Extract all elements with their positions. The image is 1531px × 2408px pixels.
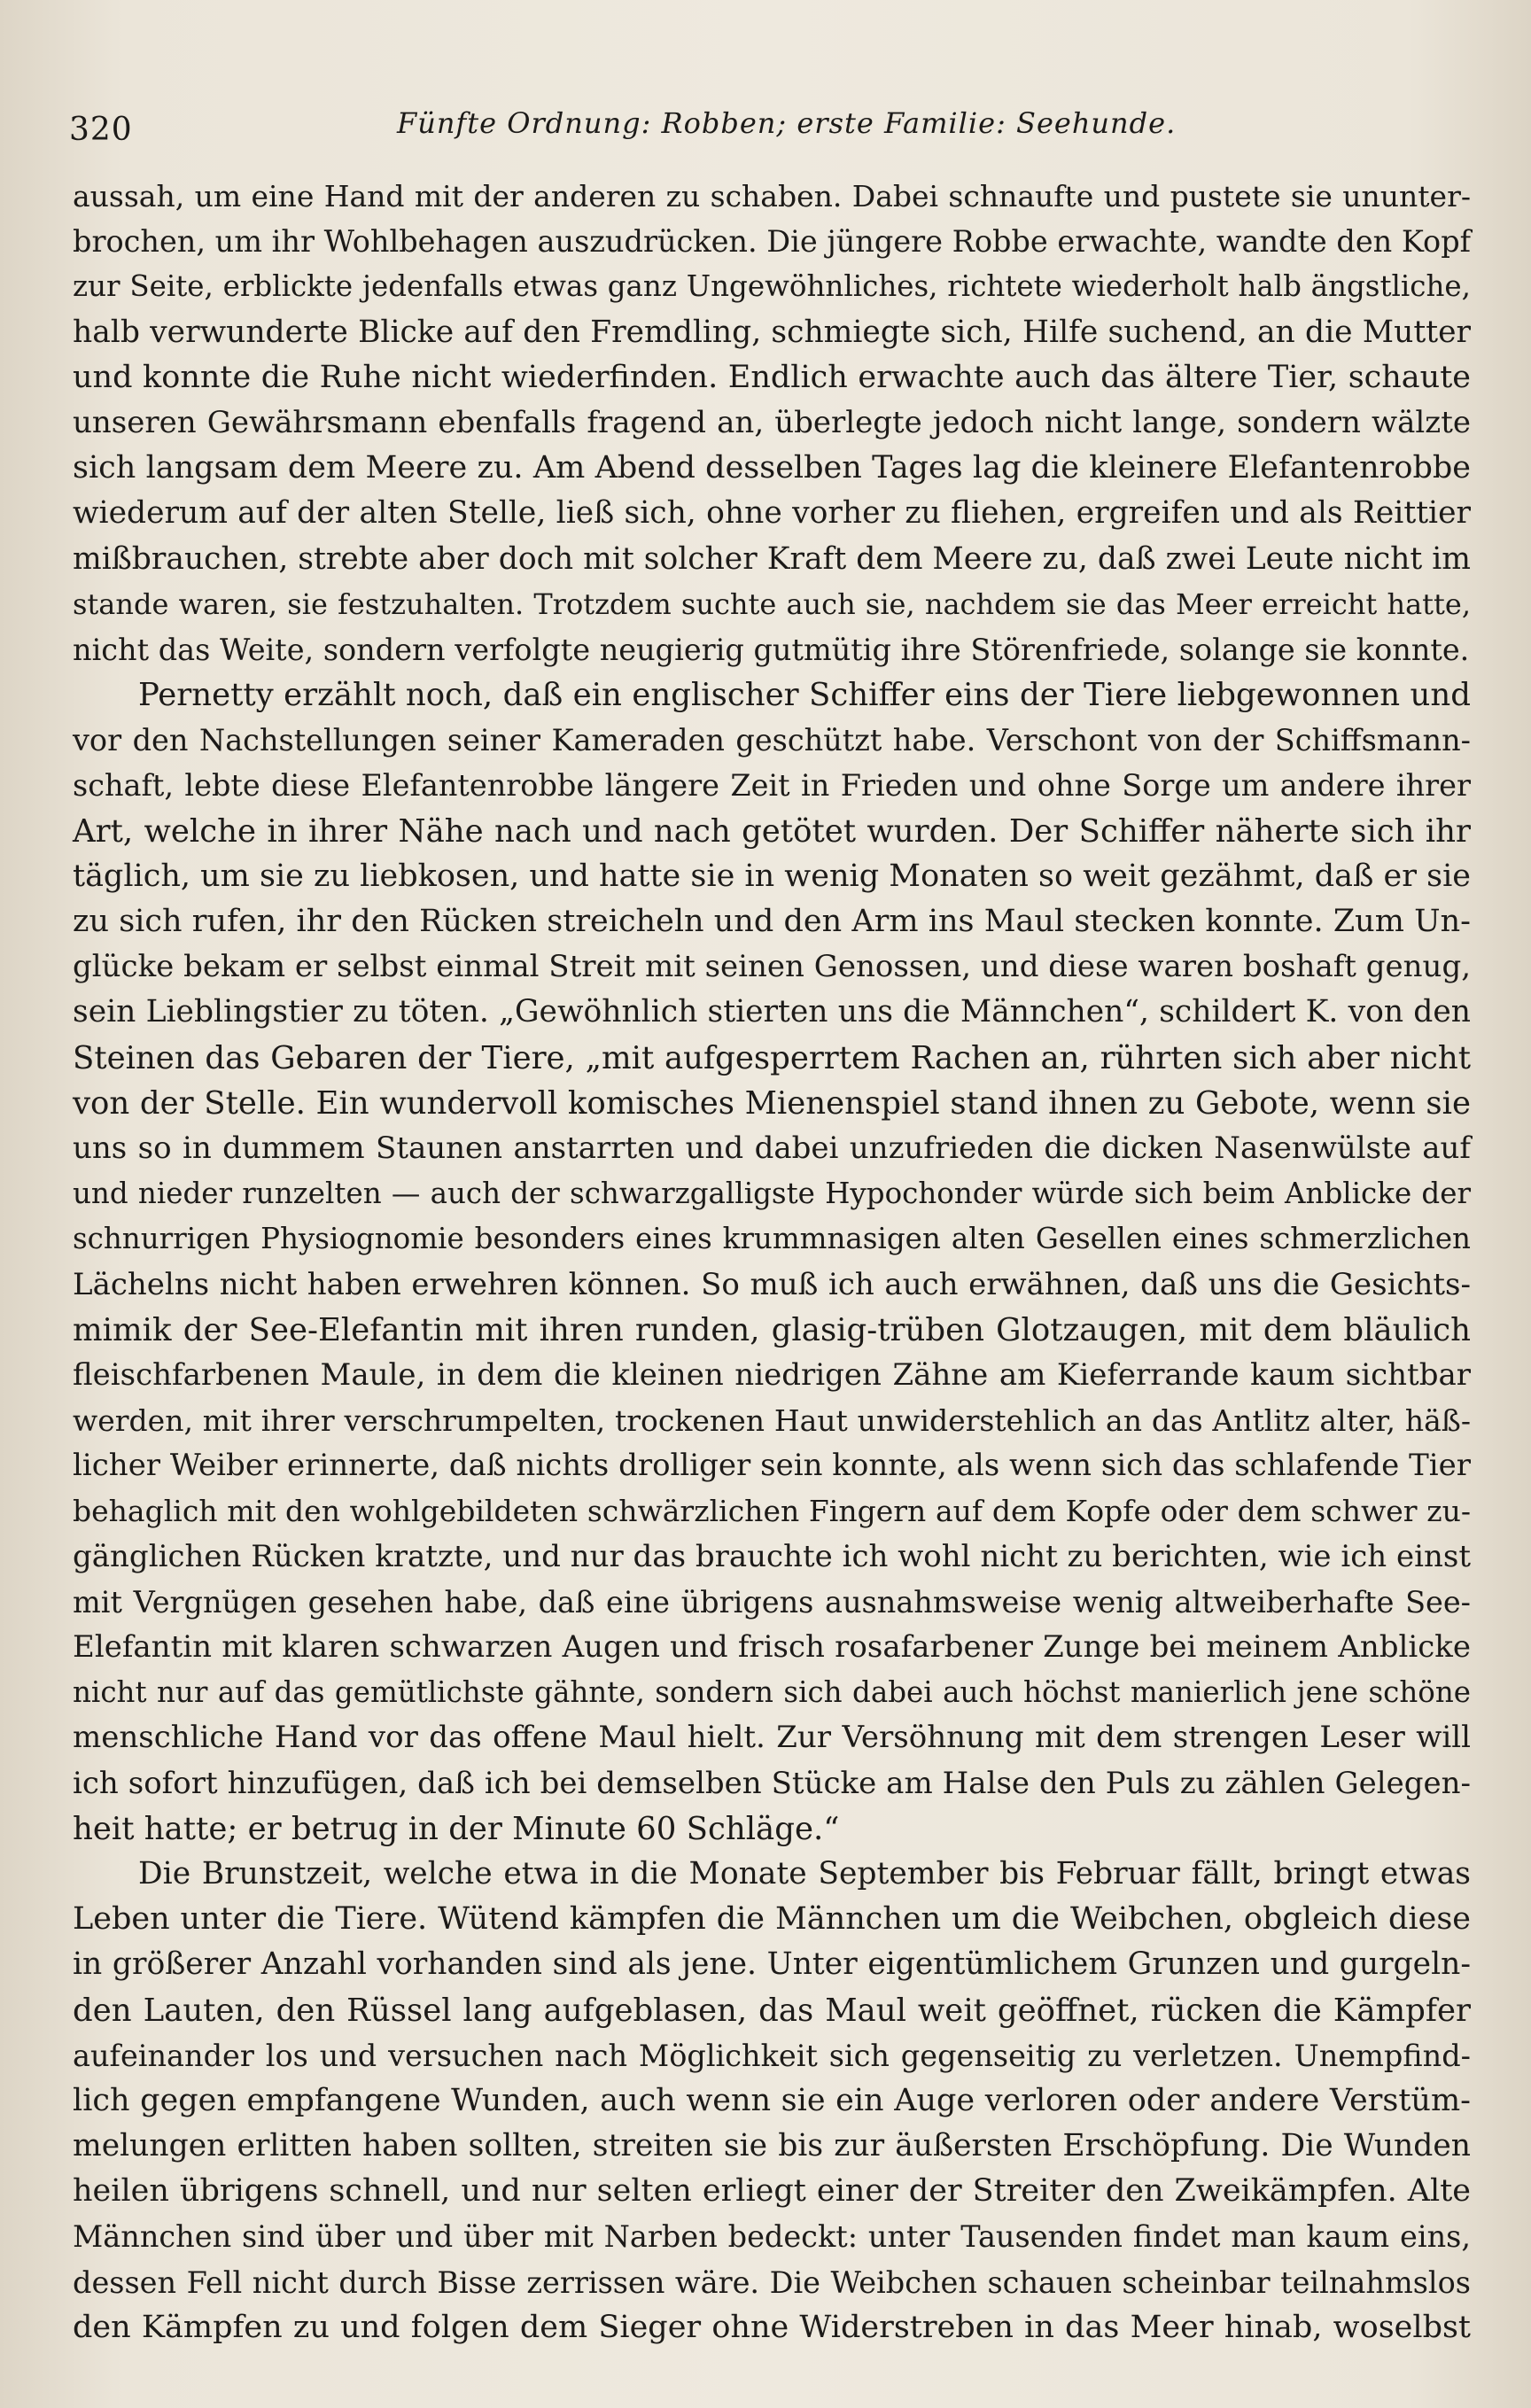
text-line: melungen erlitten haben sollten, streiten sie bis zur äußersten Erschöpfung. Die Wunden <box>73 2128 1471 2164</box>
text-line: mißbrauchen, strebte aber doch mit solcher Kraft dem Meere zu, daß zwei Leute nicht im <box>73 540 1471 577</box>
text-line: zu sich rufen, ihr den Rücken streicheln und den Arm ins Maul stecken konnte. Zum Un- <box>73 904 1471 939</box>
text-line: behaglich mit den wohlgebildeten schwärzlichen Fingern auf dem Kopfe oder dem schwer zu- <box>73 1494 1471 1529</box>
text-line: in größerer Anzahl vorhanden sind als jene. Unter eigentümlichem Grunzen und gurgeln- <box>73 1946 1471 1983</box>
text-line: zur Seite, erblickte jedenfalls etwas ganz Ungewöhnliches, richtete wiederholt halb ängstliche, <box>73 269 1471 304</box>
text-line: lich gegen empfangene Wunden, auch wenn sie ein Auge verloren oder andere Verstüm- <box>73 2082 1471 2118</box>
paragraph <box>73 174 1471 672</box>
text-line: und nieder runzelten — auch der schwarzgalligste Hypochonder würde sich beim Anblicke der <box>73 1177 1471 1211</box>
running-head: Fünfte Ordnung: Robben; erste Familie: Seehunde. <box>397 106 1177 140</box>
text-line: Elefantin mit klaren schwarzen Augen und frisch rosafarbener Zunge bei meinem Anblicke <box>73 1629 1471 1665</box>
text-line: halb verwunderte Blicke auf den Fremdling, schmiegte sich, Hilfe suchend, an die Mutter <box>73 314 1471 350</box>
text-line: dessen Fell nicht durch Bisse zerrissen wäre. Die Weibchen schauen scheinbar teilnahmslos <box>73 2264 1471 2300</box>
text-line: mit Vergnügen gesehen habe, daß eine übrigens ausnahmsweise wenig altweiberhafte See- <box>73 1584 1471 1620</box>
text-line: schnurrigen Physiognomie besonders eines krummnasigen alten Gesellen eines schmerzlichen <box>73 1222 1471 1256</box>
page-header <box>69 96 1469 158</box>
text-line: Die Brunstzeit, welche etwa in die Monate September bis Februar fällt, bringt etwas <box>138 1855 1471 1891</box>
text-line: licher Weiber erinnerte, daß nichts drolliger sein konnte, als wenn sich das schlafende Tier <box>73 1448 1471 1484</box>
text-line: Lächelns nicht haben erwehren können. So muß ich auch erwähnen, daß uns die Gesichts- <box>73 1266 1471 1302</box>
paragraph <box>73 672 1471 1852</box>
text-line: ich sofort hinzufügen, daß ich bei demselben Stücke am Halse den Puls zu zählen Gelegen- <box>73 1765 1471 1801</box>
text-line: wiederum auf der alten Stelle, ließ sich, ohne vorher zu fliehen, ergreifen und als Reittier <box>73 495 1471 532</box>
text-line: fleischfarbenen Maule, in dem die kleinen niedrigen Zähne am Kieferrande kaum sichtbar <box>73 1356 1471 1393</box>
text-line: unseren Gewährsmann ebenfalls fragend an, überlegte jedoch nicht lange, sondern wälzte <box>73 404 1471 440</box>
paragraph <box>73 1852 1471 2350</box>
text-line: heit hatte; er betrug in der Minute 60 Schläge.“ <box>73 1810 840 1847</box>
text-line: den Kämpfen zu und folgen dem Sieger ohne Widerstreben in das Meer hinab, woselbst <box>73 2309 1471 2345</box>
text-line: Art, welche in ihrer Nähe nach und nach getötet wurden. Der Schiffer näherte sich ihr <box>73 812 1471 850</box>
text-line: stande waren, sie festzuhalten. Trotzdem suchte auch sie, nachdem sie das Meer erreicht hatte, <box>73 586 1471 621</box>
text-line: aussah, um eine Hand mit der anderen zu schaben. Dabei schnaufte und pustete sie ununter- <box>73 179 1471 214</box>
text-line: gänglichen Rücken kratzte, und nur das brauchte ich wohl nicht zu berichten, wie ich einst <box>73 1538 1471 1574</box>
text-line: den Lauten, den Rüssel lang aufgeblasen, das Maul weit geöffnet, rücken die Kämpfer <box>73 1992 1471 2029</box>
text-line: Pernetty erzählt noch, daß ein englischer Schiffer eins der Tiere liebgewonnen und <box>138 677 1471 714</box>
text-line: mimik der See-Elefantin mit ihren runden, glasig-trüben Glotzaugen, mit dem bläulich <box>73 1311 1471 1348</box>
text-line: schaft, lebte diese Elefantenrobbe längere Zeit in Frieden und ohne Sorge um andere ihrer <box>73 768 1471 804</box>
text-line: Männchen sind über und über mit Narben bedeckt: unter Tausenden findet man kaum eins, <box>73 2219 1471 2255</box>
text-line: vor den Nachstellungen seiner Kameraden geschützt habe. Verschont von der Schiffsmann- <box>73 723 1471 758</box>
text-line: brochen, um ihr Wohlbehagen auszudrücken. Die jüngere Robbe erwachte, wandte den Kopf <box>73 224 1472 260</box>
text-line: glücke bekam er selbst einmal Streit mit seinen Genossen, und diese waren boshaft genug, <box>73 949 1472 985</box>
text-line: von der Stelle. Ein wundervoll komisches Mienenspiel stand ihnen zu Gebote, wenn sie <box>73 1084 1471 1122</box>
text-line: menschliche Hand vor das offene Maul hielt. Zur Versöhnung mit dem strengen Leser will <box>73 1720 1471 1756</box>
text-line: Steinen das Gebaren der Tiere, „mit aufgesperrtem Rachen an, rührten sich aber nicht <box>73 1039 1471 1076</box>
text-line: heilen übrigens schnell, und nur selten erliegt einer der Streiter den Zweikämpfen. Alte <box>73 2173 1471 2210</box>
body-text <box>73 174 1471 2350</box>
text-line: und konnte die Ruhe nicht wiederfinden. Endlich erwachte auch das ältere Tier, schaute <box>73 359 1471 395</box>
text-line: Leben unter die Tiere. Wütend kämpfen die Männchen um die Weibchen, obgleich diese <box>73 1901 1471 1938</box>
text-line: sich langsam dem Meere zu. Am Abend desselben Tages lag die kleinere Elefantenrobbe <box>73 450 1471 486</box>
text-line: werden, mit ihrer verschrumpelten, trockenen Haut unwiderstehlich an das Antlitz alter, häß- <box>73 1403 1471 1439</box>
text-line: nicht das Weite, sondern verfolgte neugierig gutmütig ihre Störenfriede, solange sie konnte. <box>73 632 1470 667</box>
text-line: sein Lieblingstier zu töten. „Gewöhnlich stierten uns die Männchen“, schildert K. von den <box>73 994 1471 1030</box>
text-line: aufeinander los und versuchen nach Möglichkeit sich gegenseitig zu verletzen. Unempfind- <box>73 2038 1471 2073</box>
text-line: uns so in dummem Staunen anstarrten und dabei unzufrieden die dicken Nasenwülste auf <box>73 1130 1471 1166</box>
text-line: täglich, um sie zu liebkosen, und hatte sie in wenig Monaten so weit gezähmt, daß er sie <box>73 858 1471 894</box>
text-line: nicht nur auf das gemütlichste gähnte, sondern sich dabei auch höchst manierlich jene schöne <box>73 1675 1471 1710</box>
page-number: 320 <box>69 112 133 148</box>
